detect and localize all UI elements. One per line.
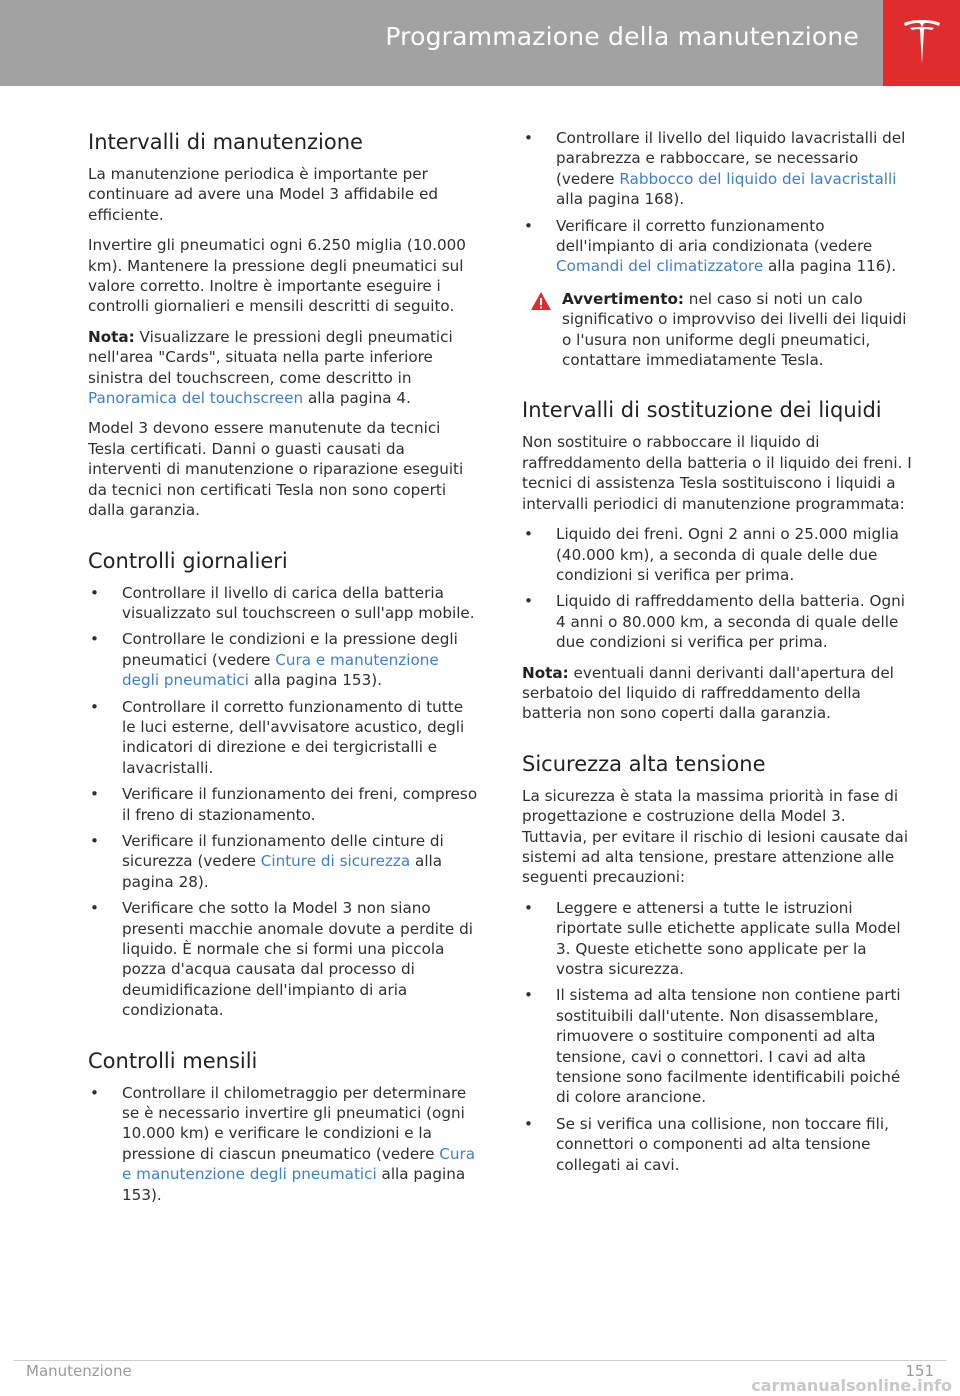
warning-icon [530, 291, 552, 311]
footer-page-number: 151 [905, 1362, 934, 1380]
link-seat-belts[interactable]: Cinture di sicurezza [260, 852, 411, 871]
list-item [88, 583, 480, 624]
note-paragraph [522, 663, 914, 724]
bullet-icon: • [90, 583, 99, 602]
section-title-monthly-checks: Controlli mensili [88, 1048, 258, 1073]
list-item [522, 1114, 914, 1175]
list-item-text: Il sistema ad alta tensione non contiene parti sostituibili dall'utente. Non disassemblare, rimuovere o sostituire componenti ad alta tensione, cavi o connettori. I cavi ad alta tensione sono facilmente identificabili poiché di colore arancione. [556, 986, 901, 1107]
header-bar [0, 0, 883, 86]
paragraph: Model 3 devono essere manutenute da tecnici Tesla certificati. Danni o guasti causati da interventi di manutenzione o riparazione eseguiti da tecnici non certificati Tesla non sono coperti dalla garanzia. [88, 419, 464, 520]
watermark: carmanualsonline.info [751, 1376, 952, 1395]
bullet-icon: • [524, 898, 533, 917]
bullet-icon: • [524, 129, 533, 147]
note-label: Nota: [88, 327, 135, 346]
fluid-list [522, 524, 914, 652]
list-item [522, 898, 914, 980]
list-item-text: alla pagina 28). [122, 852, 443, 891]
list-item [522, 128, 914, 210]
list-item-text: Controllare il corretto funzionamento di tutte le luci esterne, dell'avvisatore acustico, degli indicatori di direzione e dei tergicristalli e lavacristalli. [122, 697, 465, 777]
list-item [88, 629, 480, 690]
bullet-icon: • [90, 1083, 99, 1102]
warning-text [562, 289, 914, 371]
note-text-after: alla pagina 4. [303, 389, 411, 408]
bullet-icon: • [524, 592, 533, 611]
bullet-icon: • [524, 525, 533, 544]
list-item-text: Controllare le condizioni e la pressione degli pneumatici (vedere [122, 630, 458, 669]
paragraph: Non sostituire o rabboccare il liquido di raffreddamento della batteria o il liquido dei freni. I tecnici di assistenza Tesla sostituiscono i liquidi a intervalli periodici di manutenzione programmata: [522, 433, 912, 513]
paragraph: La manutenzione periodica è importante per continuare ad avere una Model 3 affidabile ed efficiente. [88, 165, 439, 224]
list-item-text: Verificare il funzionamento delle cinture di sicurezza (vedere [122, 831, 444, 871]
brand-logo-box [883, 0, 960, 86]
link-climate-controls[interactable]: Comandi del climatizzatore [556, 257, 764, 276]
list-item-text: alla pagina 153). [122, 1165, 466, 1204]
list-item [522, 591, 914, 652]
warning-body: nel caso si noti un calo significativo o improvviso dei livelli dei liquidi o l'usura non uniforme degli pneumatici, contattare immediatamente Tesla. [562, 289, 907, 370]
bullet-icon: • [90, 630, 99, 649]
note-label: Nota: [522, 663, 569, 682]
footer-divider [14, 1360, 946, 1361]
warning-label: Avvertimento: [562, 289, 684, 308]
bullet-icon: • [90, 831, 99, 850]
list-item-text: Liquido di raffreddamento della batteria. Ogni 4 anni o 80.000 km, a seconda di quale delle due condizioni si verifica per prima. [556, 592, 905, 652]
footer-section-name: Manutenzione [26, 1362, 132, 1380]
list-item [88, 1083, 480, 1205]
bullet-icon: • [524, 1114, 533, 1133]
list-item [522, 524, 914, 585]
note-paragraph [88, 327, 480, 409]
list-item-text: Leggere e attenersi a tutte le istruzioni riportate sulle etichette applicate sulla Model 3. Queste etichette sono applicate per la vostra sicurezza. [556, 898, 901, 978]
list-item [88, 697, 480, 779]
bullet-icon: • [90, 899, 99, 918]
link-washer-fluid[interactable]: Rabbocco del liquido dei lavacristalli [619, 169, 897, 188]
list-item [522, 216, 914, 277]
list-item-text: Controllare il livello di carica della batteria visualizzato sul touchscreen o sull'app mobile. [122, 583, 475, 622]
daily-checks-list [88, 583, 480, 1021]
section-title-maintenance-intervals: Intervalli di manutenzione [88, 130, 363, 154]
link-tire-care[interactable]: Cura e manutenzione degli pneumatici [122, 650, 439, 690]
list-item-text: Verificare che sotto la Model 3 non siano presenti macchie anomale dovute a perdite di liquido. È normale che si formi una piccola pozza d'acqua causata dal processo di deumidificazione dell'impianto di aria condizionata. [122, 899, 473, 1020]
left-column [88, 128, 480, 1215]
warning-box [522, 289, 914, 371]
link-touchscreen-overview[interactable]: Panoramica del touchscreen [88, 389, 304, 408]
monthly-checks-list-continued [522, 128, 914, 277]
bullet-icon: • [90, 697, 99, 716]
page-title: Programmazione della manutenzione [385, 22, 859, 51]
safety-list [522, 898, 914, 1175]
list-item [88, 898, 480, 1020]
bullet-icon: • [524, 216, 533, 235]
bullet-icon: • [524, 986, 533, 1005]
right-column [522, 128, 914, 1185]
section-title-fluid-intervals: Intervalli di sostituzione dei liquidi [522, 398, 882, 423]
section-title-high-voltage-safety: Sicurezza alta tensione [522, 751, 766, 776]
note-text: Visualizzare le pressioni degli pneumatici nell'area "Cards", situata nella parte inferiore sinistra del touchscreen, come descritto in [88, 327, 453, 387]
list-item-text: Liquido dei freni. Ogni 2 anni o 25.000 miglia (40.000 km), a seconda di quale delle due condizioni si verifica per prima. [556, 525, 899, 584]
list-item-text: Controllare il chilometraggio per determinare se è necessario invertire gli pneumatici (ogni 10.000 km) e verificare le condizioni e la pressione di ciascun pneumatico (vedere [122, 1083, 467, 1163]
monthly-checks-list [88, 1083, 480, 1205]
paragraph: La sicurezza è stata la massima priorità in fase di progettazione e costruzione della Model 3. Tuttavia, per evitare il rischio di lesioni causate dai sistemi ad alta tensione, prestare attenzione alle seguenti precauzioni: [522, 786, 909, 887]
list-item-text: Se si verifica una collisione, non toccare fili, connettori o componenti ad alta tensione collegati ai cavi. [556, 1114, 889, 1174]
link-tire-care[interactable]: Cura e manutenzione degli pneumatici [122, 1144, 476, 1184]
list-item-text: Verificare il corretto funzionamento dell'impianto di aria condizionata (vedere [556, 216, 873, 256]
list-item-text: Verificare il funzionamento dei freni, compreso il freno di stazionamento. [122, 785, 478, 824]
list-item-text: alla pagina 116). [763, 257, 897, 276]
list-item-text: alla pagina 168). [556, 190, 685, 209]
list-item [522, 985, 914, 1107]
list-item-text: Controllare il livello del liquido lavacristalli del parabrezza e rabboccare, se necessario (vedere [556, 129, 906, 188]
paragraph: Invertire gli pneumatici ogni 6.250 miglia (10.000 km). Mantenere la pressione degli pneumatici sul valore corretto. Inoltre è importante eseguire i controlli giornalieri e mensili descritti di seguito. [88, 236, 466, 316]
note-text: eventuali danni derivanti dall'apertura del serbatoio del liquido di raffreddamento della batteria non sono coperti dalla garanzia. [522, 663, 894, 723]
tesla-logo-icon [902, 18, 942, 66]
list-item [88, 831, 480, 892]
list-item-text: alla pagina 153). [248, 671, 383, 690]
list-item [88, 784, 480, 825]
bullet-icon: • [90, 785, 99, 804]
section-title-daily-checks: Controlli giornalieri [88, 548, 288, 573]
